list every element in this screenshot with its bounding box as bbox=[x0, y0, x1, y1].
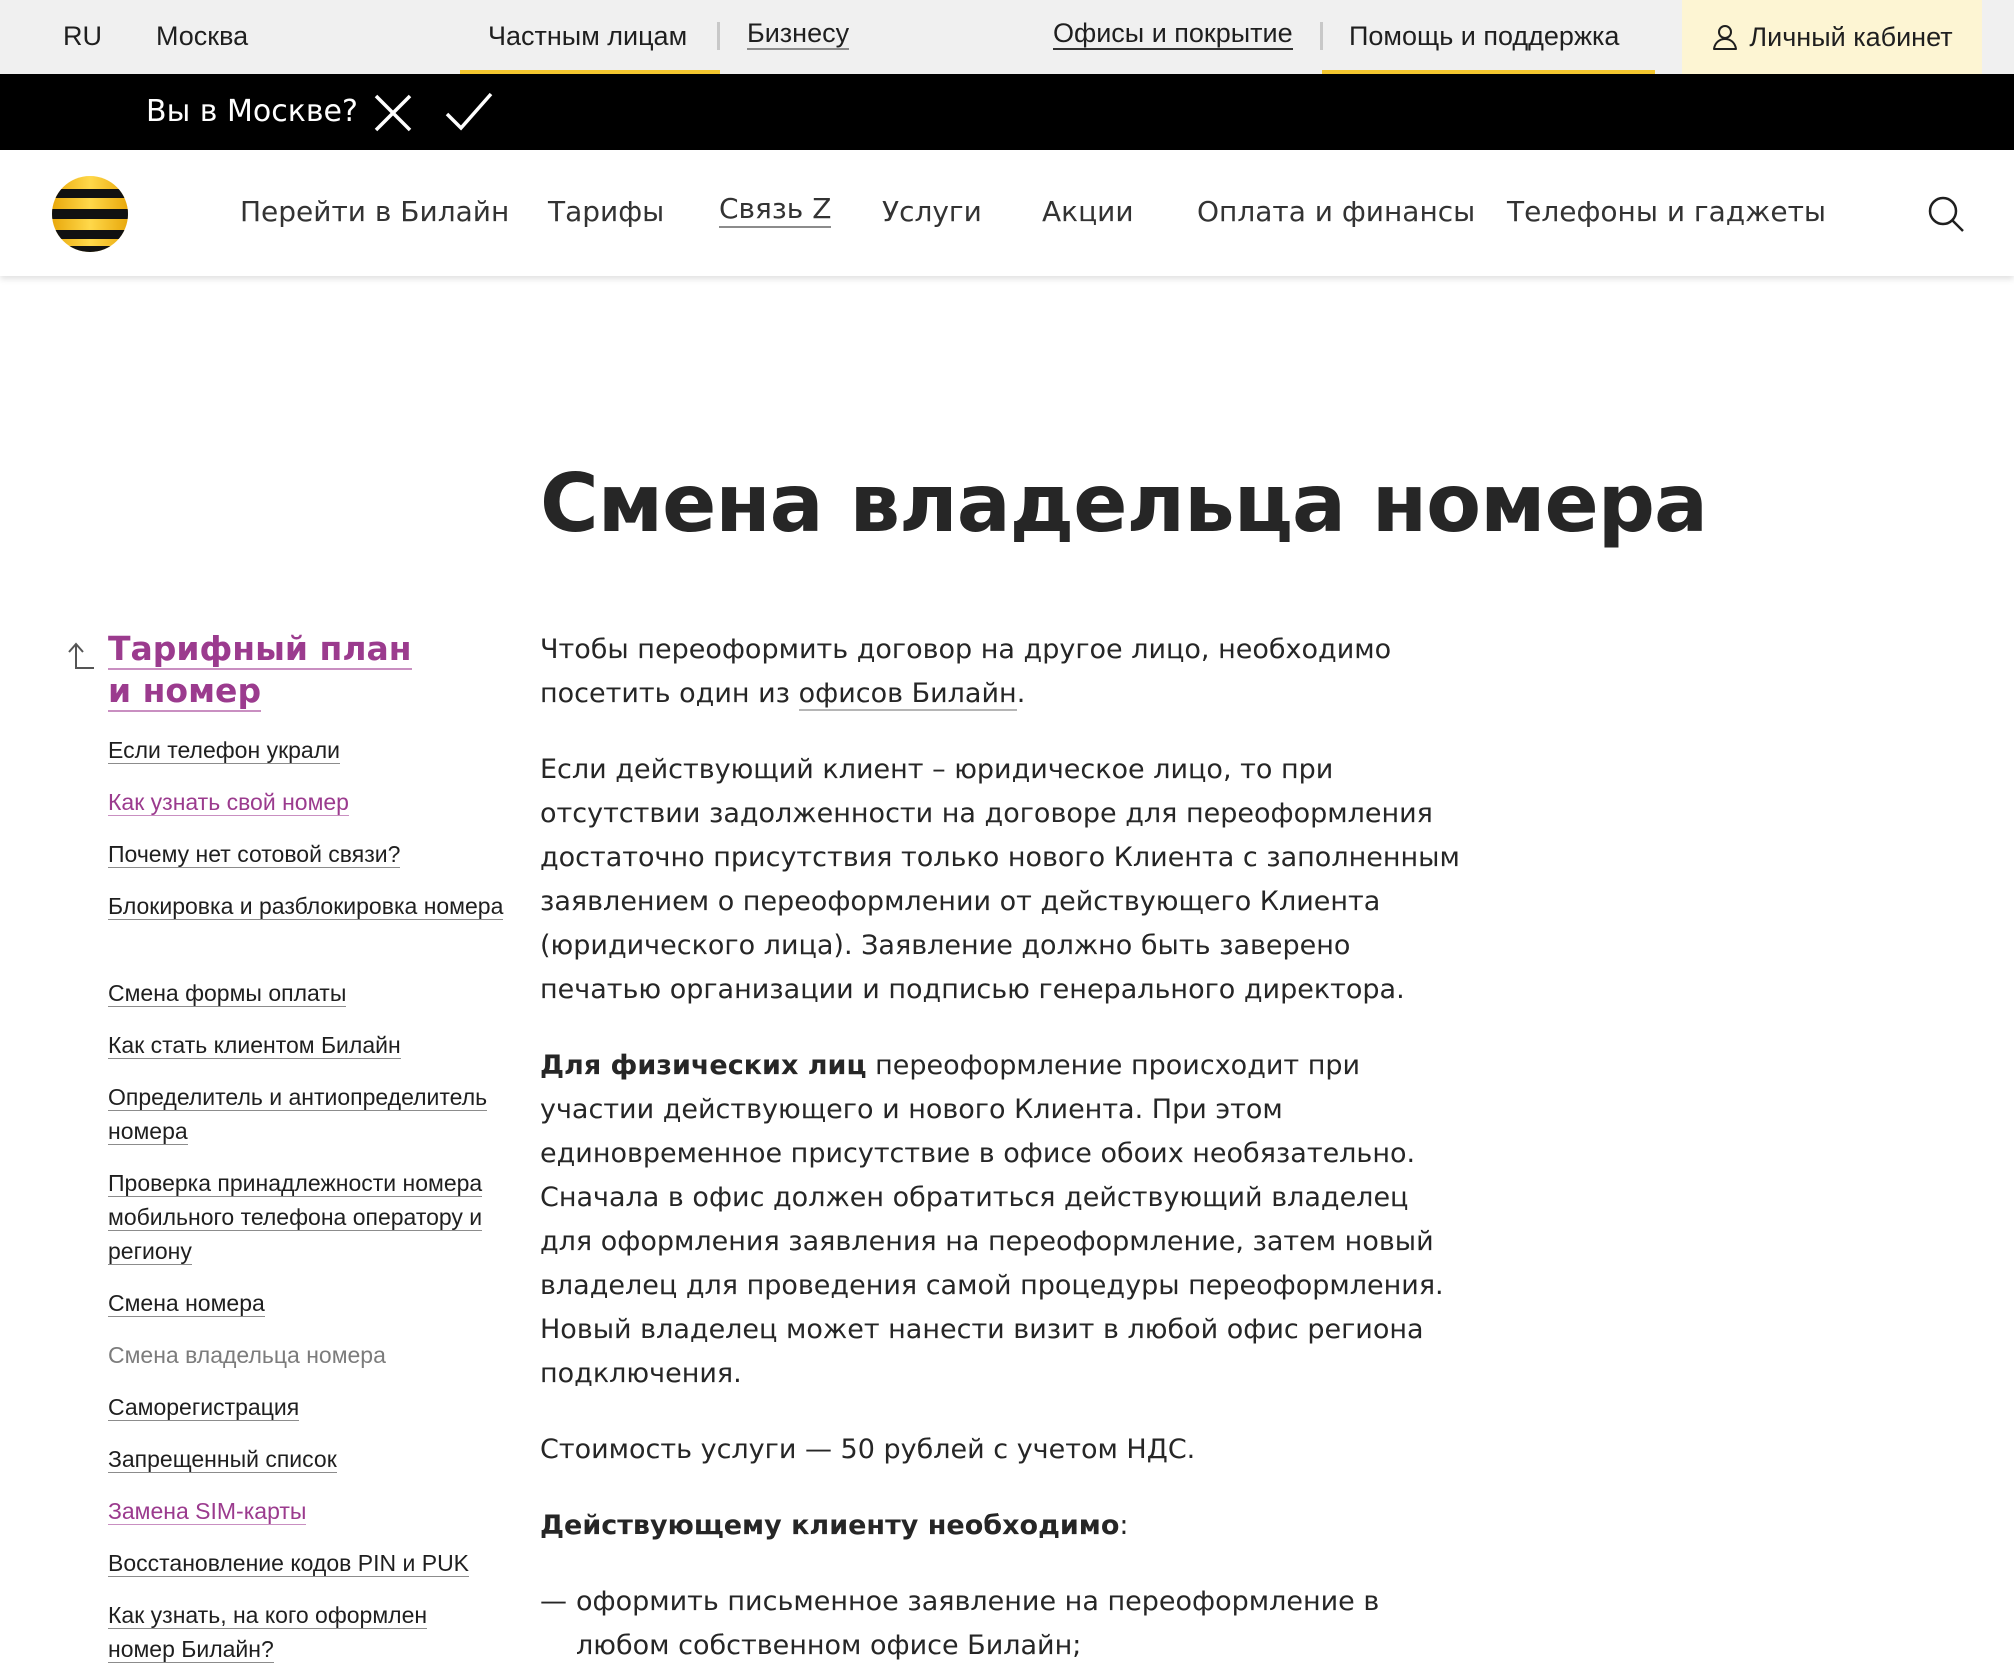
requirements-heading: Действующему клиенту необходимо: bbox=[540, 1510, 1129, 1541]
sidebar-item-current: Смена владельца номера bbox=[108, 1342, 386, 1368]
requirement-text: оформить письменное заявление на переоформление в любом собственном офисе Билайн; bbox=[576, 1586, 1380, 1661]
article-body bbox=[540, 628, 1460, 1664]
sidebar-item[interactable]: Почему нет сотовой связи? bbox=[108, 841, 401, 867]
sidebar-item[interactable]: Как стать клиентом Билайн bbox=[108, 1032, 401, 1058]
sidebar-item[interactable]: Как узнать свой номер bbox=[108, 789, 349, 815]
sidebar-item[interactable]: Саморегистрация bbox=[108, 1394, 300, 1420]
nav-payment-finance[interactable]: Оплата и финансы bbox=[1197, 195, 1476, 228]
list-dash: — bbox=[540, 1586, 567, 1617]
back-arrow-icon[interactable] bbox=[66, 640, 96, 674]
divider bbox=[1320, 22, 1323, 50]
requirement-list-item bbox=[540, 1580, 1460, 1664]
sidebar-item[interactable]: Проверка принадлежности номера мобильного телефона оператору и региону bbox=[108, 1170, 483, 1264]
personal-account-label: Личный кабинет bbox=[1749, 21, 1953, 52]
offices-coverage-link[interactable]: Офисы и покрытие bbox=[1053, 18, 1293, 48]
nav-services[interactable]: Услуги bbox=[882, 195, 982, 228]
sidebar-item[interactable]: Замена SIM-карты bbox=[108, 1498, 307, 1524]
main-navigation bbox=[0, 150, 2014, 276]
top-utility-bar bbox=[0, 0, 2014, 74]
sidebar-item[interactable]: Смена номера bbox=[108, 1290, 265, 1316]
city-confirm-question: Вы в Москве? bbox=[146, 94, 358, 129]
sidebar-item[interactable]: Восстановление кодов PIN и PUK bbox=[108, 1550, 470, 1576]
beeline-logo-icon[interactable] bbox=[52, 176, 128, 252]
close-icon[interactable] bbox=[372, 92, 414, 134]
segment-business-link[interactable]: Бизнесу bbox=[747, 18, 850, 48]
article-paragraph: Чтобы переоформить договор на другое лицо, необходимо посетить один из офисов Билайн. bbox=[540, 634, 1392, 709]
segment-private-link[interactable]: Частным лицам bbox=[488, 21, 688, 51]
user-icon bbox=[1711, 23, 1739, 51]
price-paragraph: Стоимость услуги — 50 рублей с учетом НДС. bbox=[540, 1434, 1196, 1465]
offices-link[interactable]: офисов Билайн bbox=[798, 678, 1017, 709]
nav-go-to-beeline[interactable]: Перейти в Билайн bbox=[240, 195, 510, 228]
sidebar-item[interactable]: Если телефон украли bbox=[108, 737, 340, 763]
sidebar-item[interactable]: Запрещенный список bbox=[108, 1446, 337, 1472]
search-icon[interactable] bbox=[1926, 194, 1966, 234]
nav-phones-gadgets[interactable]: Телефоны и гаджеты bbox=[1507, 195, 1827, 228]
sidebar-item[interactable]: Блокировка и разблокировка номера bbox=[108, 893, 504, 919]
article-paragraph: Если действующий клиент – юридическое лицо, то при отсутствии задолженности на договоре для переоформления достаточно присутствия только нового Клиента с заполненным заявлением о переоформлении от действующего Клиента (юридического лица). Заявление должно быть заверено печатью организации и подписью генерального директора. bbox=[540, 754, 1460, 1005]
divider bbox=[717, 22, 720, 50]
nav-tariffs[interactable]: Тарифы bbox=[548, 195, 665, 228]
sidebar-item[interactable]: Как узнать, на кого оформлен номер Билайн? bbox=[108, 1602, 428, 1662]
article-paragraph: Для физических лиц переоформление происходит при участии действующего и нового Клиента. При этом единовременное присутствие в офисе обоих необязательно. Сначала в офис должен обратиться действующий владелец для оформления заявления на переоформление, затем новый владелец для проведения самой процедуры переоформления. Новый владелец может нанести визит в любой офис региона подключения. bbox=[540, 1050, 1444, 1389]
city-selector[interactable]: Москва bbox=[156, 21, 249, 51]
language-switch[interactable]: RU bbox=[63, 21, 102, 51]
city-confirm-bar bbox=[0, 74, 2014, 150]
help-support-link[interactable]: Помощь и поддержка bbox=[1349, 21, 1620, 51]
personal-account-button[interactable] bbox=[1682, 0, 1982, 74]
sidebar-parent-section[interactable]: Тарифный план и номер bbox=[108, 629, 412, 710]
sidebar-item[interactable]: Смена формы оплаты bbox=[108, 980, 347, 1006]
sidebar-item[interactable]: Определитель и антиопределитель номера bbox=[108, 1084, 488, 1144]
nav-svyaz-z[interactable]: Связь Z bbox=[719, 192, 831, 228]
page-title: Смена владельца номера bbox=[540, 457, 1707, 550]
checkmark-icon[interactable] bbox=[444, 90, 494, 134]
nav-promotions[interactable]: Акции bbox=[1042, 195, 1134, 228]
